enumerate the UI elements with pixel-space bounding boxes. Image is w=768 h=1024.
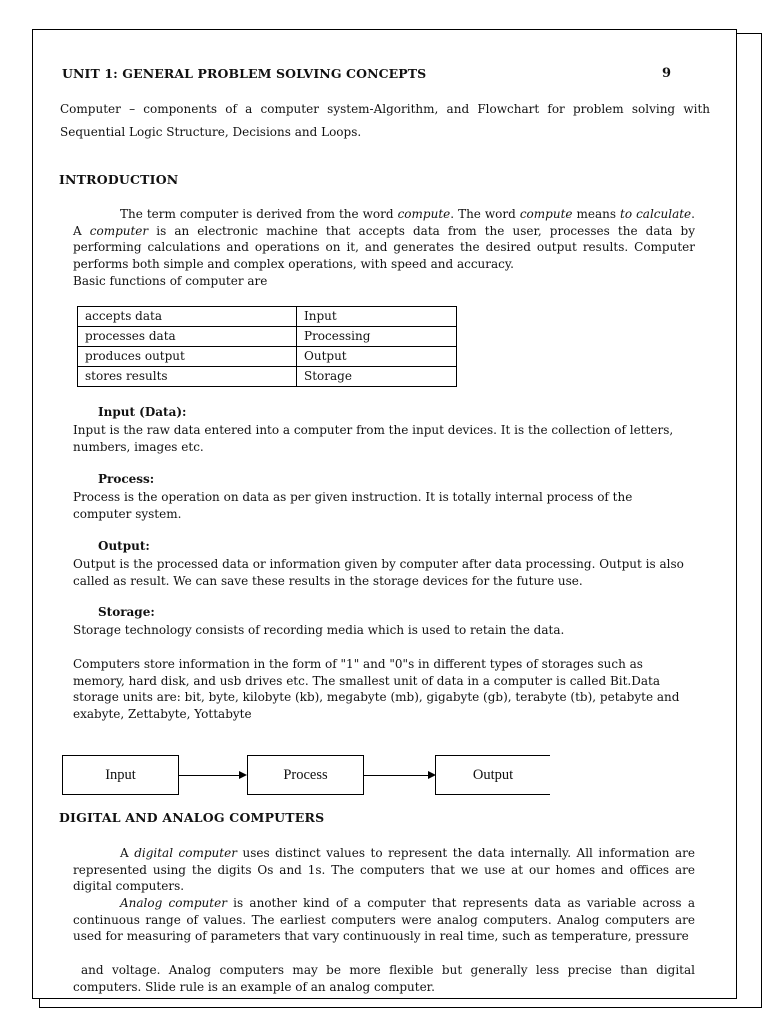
digital-computer-paragraph: A digital computer uses distinct values to represent the data internally. All information are represented using the digits Os and 1s. The computers that we use at our homes and offices are digital computers. — [73, 846, 696, 894]
input-heading: Input (Data): — [98, 405, 187, 419]
output-heading: Output: — [98, 539, 150, 553]
process-heading: Process: — [98, 472, 155, 486]
table-row — [78, 347, 457, 367]
arrow-head-icon — [239, 771, 247, 779]
introduction-paragraph: The term computer is derived from the word compute. The word compute means to calculate. A computer is an electronic machine that accepts data from the user, processes the data by performing calculations and operations on it, and generates the desired output results. Computer performs both simple and complex operations, with speed and accuracy. — [73, 207, 695, 271]
unit-subtitle: Computer – components of a computer system-Algorithm, and Flowchart for problem solving with Sequential Logic Structure, Decisions and Loops. — [60, 102, 710, 139]
output-text: Output is the processed data or information given by computer after data processing. Output is also called as result. We can save these results in the storage devices for the future use. — [73, 557, 684, 588]
table-cell: Output — [297, 347, 457, 367]
table-row — [78, 367, 457, 387]
introduction-heading: INTRODUCTION — [59, 172, 179, 187]
storage-text: Storage technology consists of recording media which is used to retain the data. — [73, 623, 565, 637]
functions-table — [77, 306, 457, 387]
table-cell: produces output — [78, 347, 297, 367]
page-number: 9 — [662, 66, 672, 81]
storage-units-text: Computers store information in the form of "1" and "0"s in different types of storages such as memory, hard disk, and usb drives etc. The smallest unit of data in a computer is called Bit.Data storage units are: bit, byte, kilobyte (kb), megabyte (mb), gigabyte (gb), terabyte (tb), petabyte and exabyte, Zettabyte, Yottabyte — [73, 657, 680, 721]
basic-functions-label: Basic functions of computer are — [73, 274, 268, 288]
digital-analog-heading: DIGITAL AND ANALOG COMPUTERS — [59, 810, 325, 825]
storage-heading: Storage: — [98, 605, 155, 619]
table-cell: Storage — [297, 367, 457, 387]
flowchart-input-box: Input — [62, 755, 179, 795]
table-cell: Processing — [297, 327, 457, 347]
table-cell: accepts data — [78, 307, 297, 327]
table-row — [78, 327, 457, 347]
table-row — [78, 307, 457, 327]
table-cell: processes data — [78, 327, 297, 347]
flowchart-process-box: Process — [247, 755, 364, 795]
process-text: Process is the operation on data as per given instruction. It is totally internal process of the computer system. — [73, 490, 633, 521]
table-cell: stores results — [78, 367, 297, 387]
table-cell: Input — [297, 307, 457, 327]
flow-arrow-2 — [364, 775, 428, 776]
flow-arrow-1 — [179, 775, 239, 776]
flowchart-output-box: Output — [435, 755, 550, 795]
analog-computer-paragraph: Analog computer is another kind of a computer that represents data as variable across a continuous range of values. The earliest computers were analog computers. Analog computers are used for measuring of parameters that vary continuously in real time, such as temperature, pressure — [73, 896, 695, 944]
input-text: Input is the raw data entered into a computer from the input devices. It is the collection of letters, numbers, images etc. — [73, 423, 674, 454]
unit-title: UNIT 1: GENERAL PROBLEM SOLVING CONCEPTS — [62, 66, 427, 81]
analog-continued-paragraph: and voltage. Analog computers may be more flexible but generally less precise than digital computers. Slide rule is an example of an analog computer. — [73, 963, 695, 994]
